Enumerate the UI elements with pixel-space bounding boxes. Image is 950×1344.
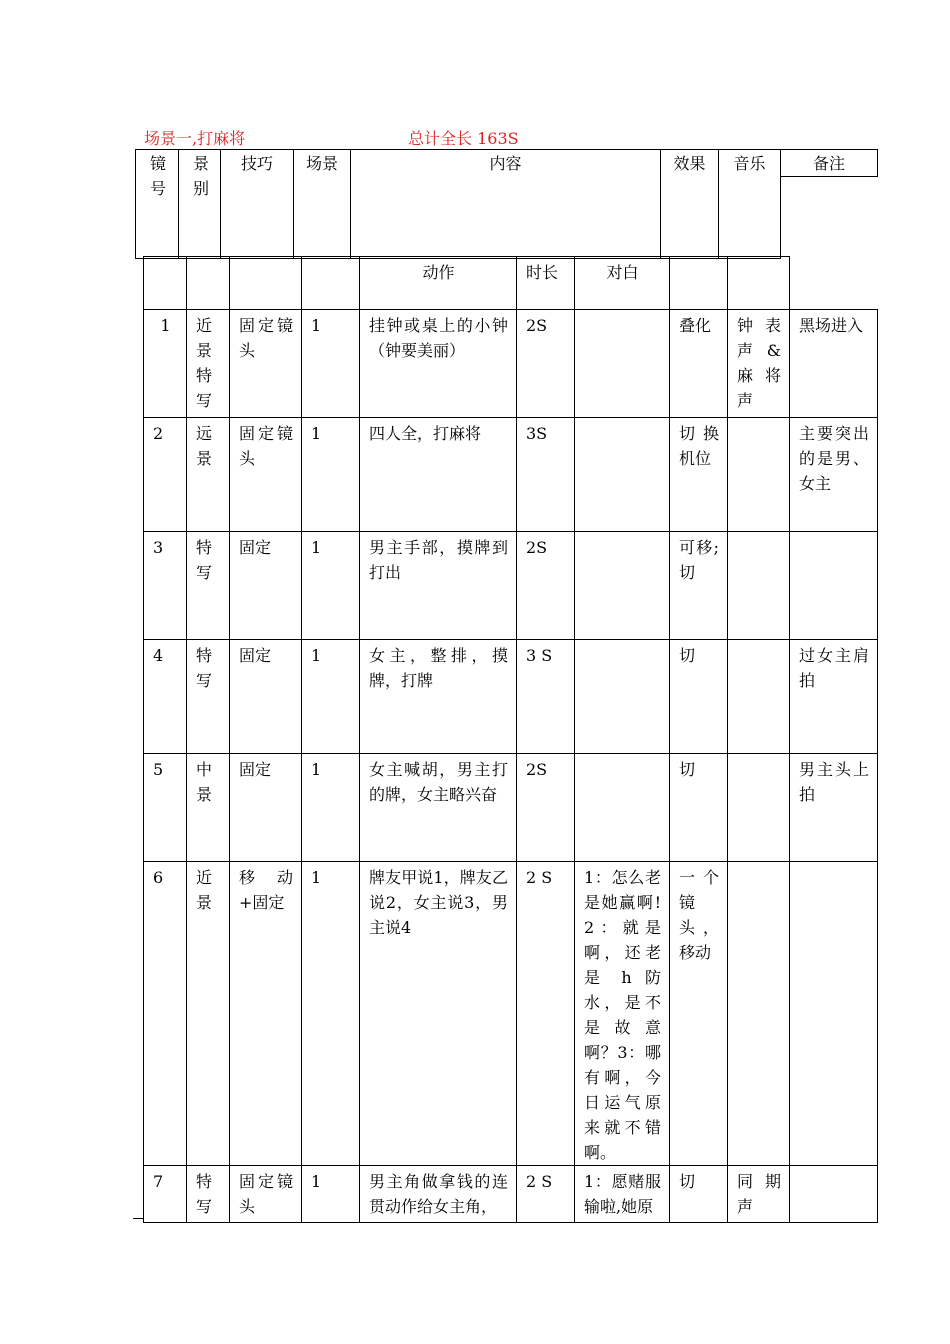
scene-title: 场景一,打麻将 (144, 129, 246, 148)
storyboard-table (143, 256, 878, 1223)
header-shot-size: 景别 (179, 150, 221, 259)
subheader-duration: 时长 (517, 257, 575, 310)
header-notes-blank (781, 177, 878, 259)
header-shot-no: 镜号 (136, 150, 179, 259)
subheader-row (144, 257, 878, 310)
header-scene: 场景 (294, 150, 351, 259)
table-row: 1 近景特写 固定镜头 1 挂钟或桌上的小钟（钟要美丽） 2S 叠化 钟表声&麻将声 黑场进入 (144, 310, 878, 418)
header-notes: 备注 (781, 150, 878, 177)
page-divider (133, 1218, 143, 1219)
subheader-action: 动作 (360, 257, 517, 310)
table-row: 3 特写 固定 1 男主手部，摸牌到打出 2S 可移;切 (144, 532, 878, 640)
header-content: 内容 (351, 150, 661, 259)
storyboard-header-table (135, 149, 878, 259)
header-music: 音乐 (719, 150, 781, 259)
header-effect: 效果 (661, 150, 719, 259)
table-row: 7 特写 固定镜头 1 男主角做拿钱的连贯动作给女主角， 2 S 1：愿赌服输啦,她原 切 同期声 (144, 1166, 878, 1223)
table-row: 6 近景 移动+固定 1 牌友甲说1，牌友乙说2，女主说3，男主说4 2 S 1：怎么老是她赢啊! 2：就是啊，还老是 h 防水，是不是故意啊？3：哪有啊，今日运气原来就不错啊。 一个镜头，移动 (144, 862, 878, 1166)
total-duration: 总计全长 163S (408, 129, 519, 148)
table-row: 2 远景 固定镜头 1 四人全，打麻将 3S 切换机位 主要突出的是男、女主 (144, 418, 878, 532)
header-technique: 技巧 (221, 150, 294, 259)
table-row: 4 特写 固定 1 女主，整排，摸牌，打牌 3 S 切 过女主肩拍 (144, 640, 878, 754)
table-row: 5 中景 固定 1 女主喊胡，男主打的牌，女主略兴奋 2S 切 男主头上拍 (144, 754, 878, 862)
subheader-dialogue: 对白 (575, 257, 670, 310)
